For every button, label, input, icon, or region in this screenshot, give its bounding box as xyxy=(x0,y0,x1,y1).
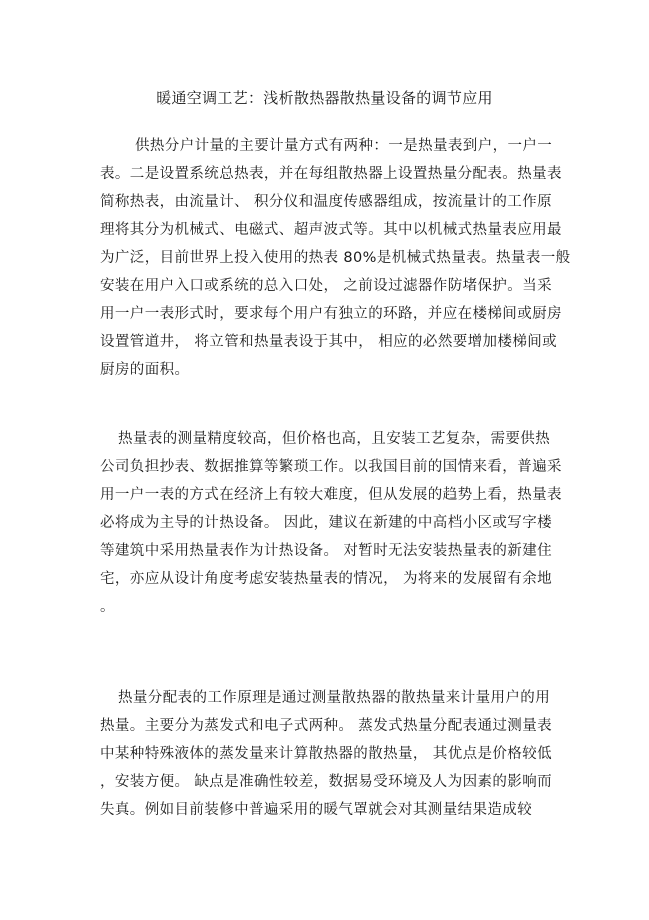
paragraph-line: 等建筑中采用热量表作为计热设备。 对暂时无法安装热量表的新建住 xyxy=(100,543,553,559)
paragraph-line: 表。二是设置系统总热表，并在每组散热器上设置热量分配表。热量表 xyxy=(100,166,562,182)
paragraph-line: ，安装方便。 缺点是准确性较差，数据易受环境及人为因素的影响而 xyxy=(100,774,553,790)
paragraph-line: 宅，亦应从设计角度考虑安装热量表的情况， 为将来的发展留有余地 xyxy=(100,571,553,587)
paragraph-heat-metering-methods xyxy=(100,132,571,384)
paragraph-line: 公司负担抄表、数据推算等繁琐工作。以我国目前的国情来看，普遍采 xyxy=(100,459,562,475)
paragraph-line: 。 xyxy=(100,599,115,615)
paragraph-line: 热量表的测量精度较高，但价格也高，且安装工艺复杂，需要供热 xyxy=(118,431,551,447)
paragraph-line: 为广泛，目前世界上投入使用的热表 80%是机械式热量表。热量表一般 xyxy=(100,250,571,266)
paragraph-line: 用一户一表形式时，要求每个用户有独立的环路，并应在楼梯间或厨房 xyxy=(100,306,562,322)
paragraph-heat-meter-accuracy xyxy=(100,425,562,621)
paragraph-line: 中某种特殊液体的蒸发量来计算散热器的散热量， 其优点是价格较低 xyxy=(100,746,553,762)
paragraph-line: 简称热表，由流量计、 积分仪和温度传感器组成，按流量计的工作原 xyxy=(100,194,553,210)
paragraph-line: 供热分户计量的主要计量方式有两种：一是热量表到户，一户一 xyxy=(135,138,553,154)
paragraph-heat-allocator-principle xyxy=(100,684,553,824)
paragraph-line: 设置管道井， 将立管和热量表设于其中， 相应的必然要增加楼梯间或 xyxy=(100,334,558,350)
paragraph-line: 失真。例如目前装修中普遍采用的暖气罩就会对其测量结果造成较 xyxy=(100,802,533,818)
paragraph-line: 热量分配表的工作原理是通过测量散热器的散热量来计量用户的用 xyxy=(118,690,551,706)
paragraph-line: 理将其分为机械式、电磁式、超声波式等。其中以机械式热量表应用最 xyxy=(100,222,562,238)
paragraph-line: 必将成为主导的计热设备。 因此，建议在新建的中高档小区或写字楼 xyxy=(100,515,553,531)
paragraph-line: 用一户一表的方式在经济上有较大难度，但从发展的趋势上看，热量表 xyxy=(100,487,562,503)
paragraph-line: 热量。主要分为蒸发式和电子式两种。 蒸发式热量分配表通过测量表 xyxy=(100,718,553,734)
paragraph-line: 厨房的面积。 xyxy=(100,362,190,378)
paragraph-line: 安装在用户入口或系统的总入口处， 之前设过滤器作防堵保护。当采 xyxy=(100,278,553,294)
document-title: 暖通空调工艺：浅析散热器散热量设备的调节应用 xyxy=(156,89,493,107)
